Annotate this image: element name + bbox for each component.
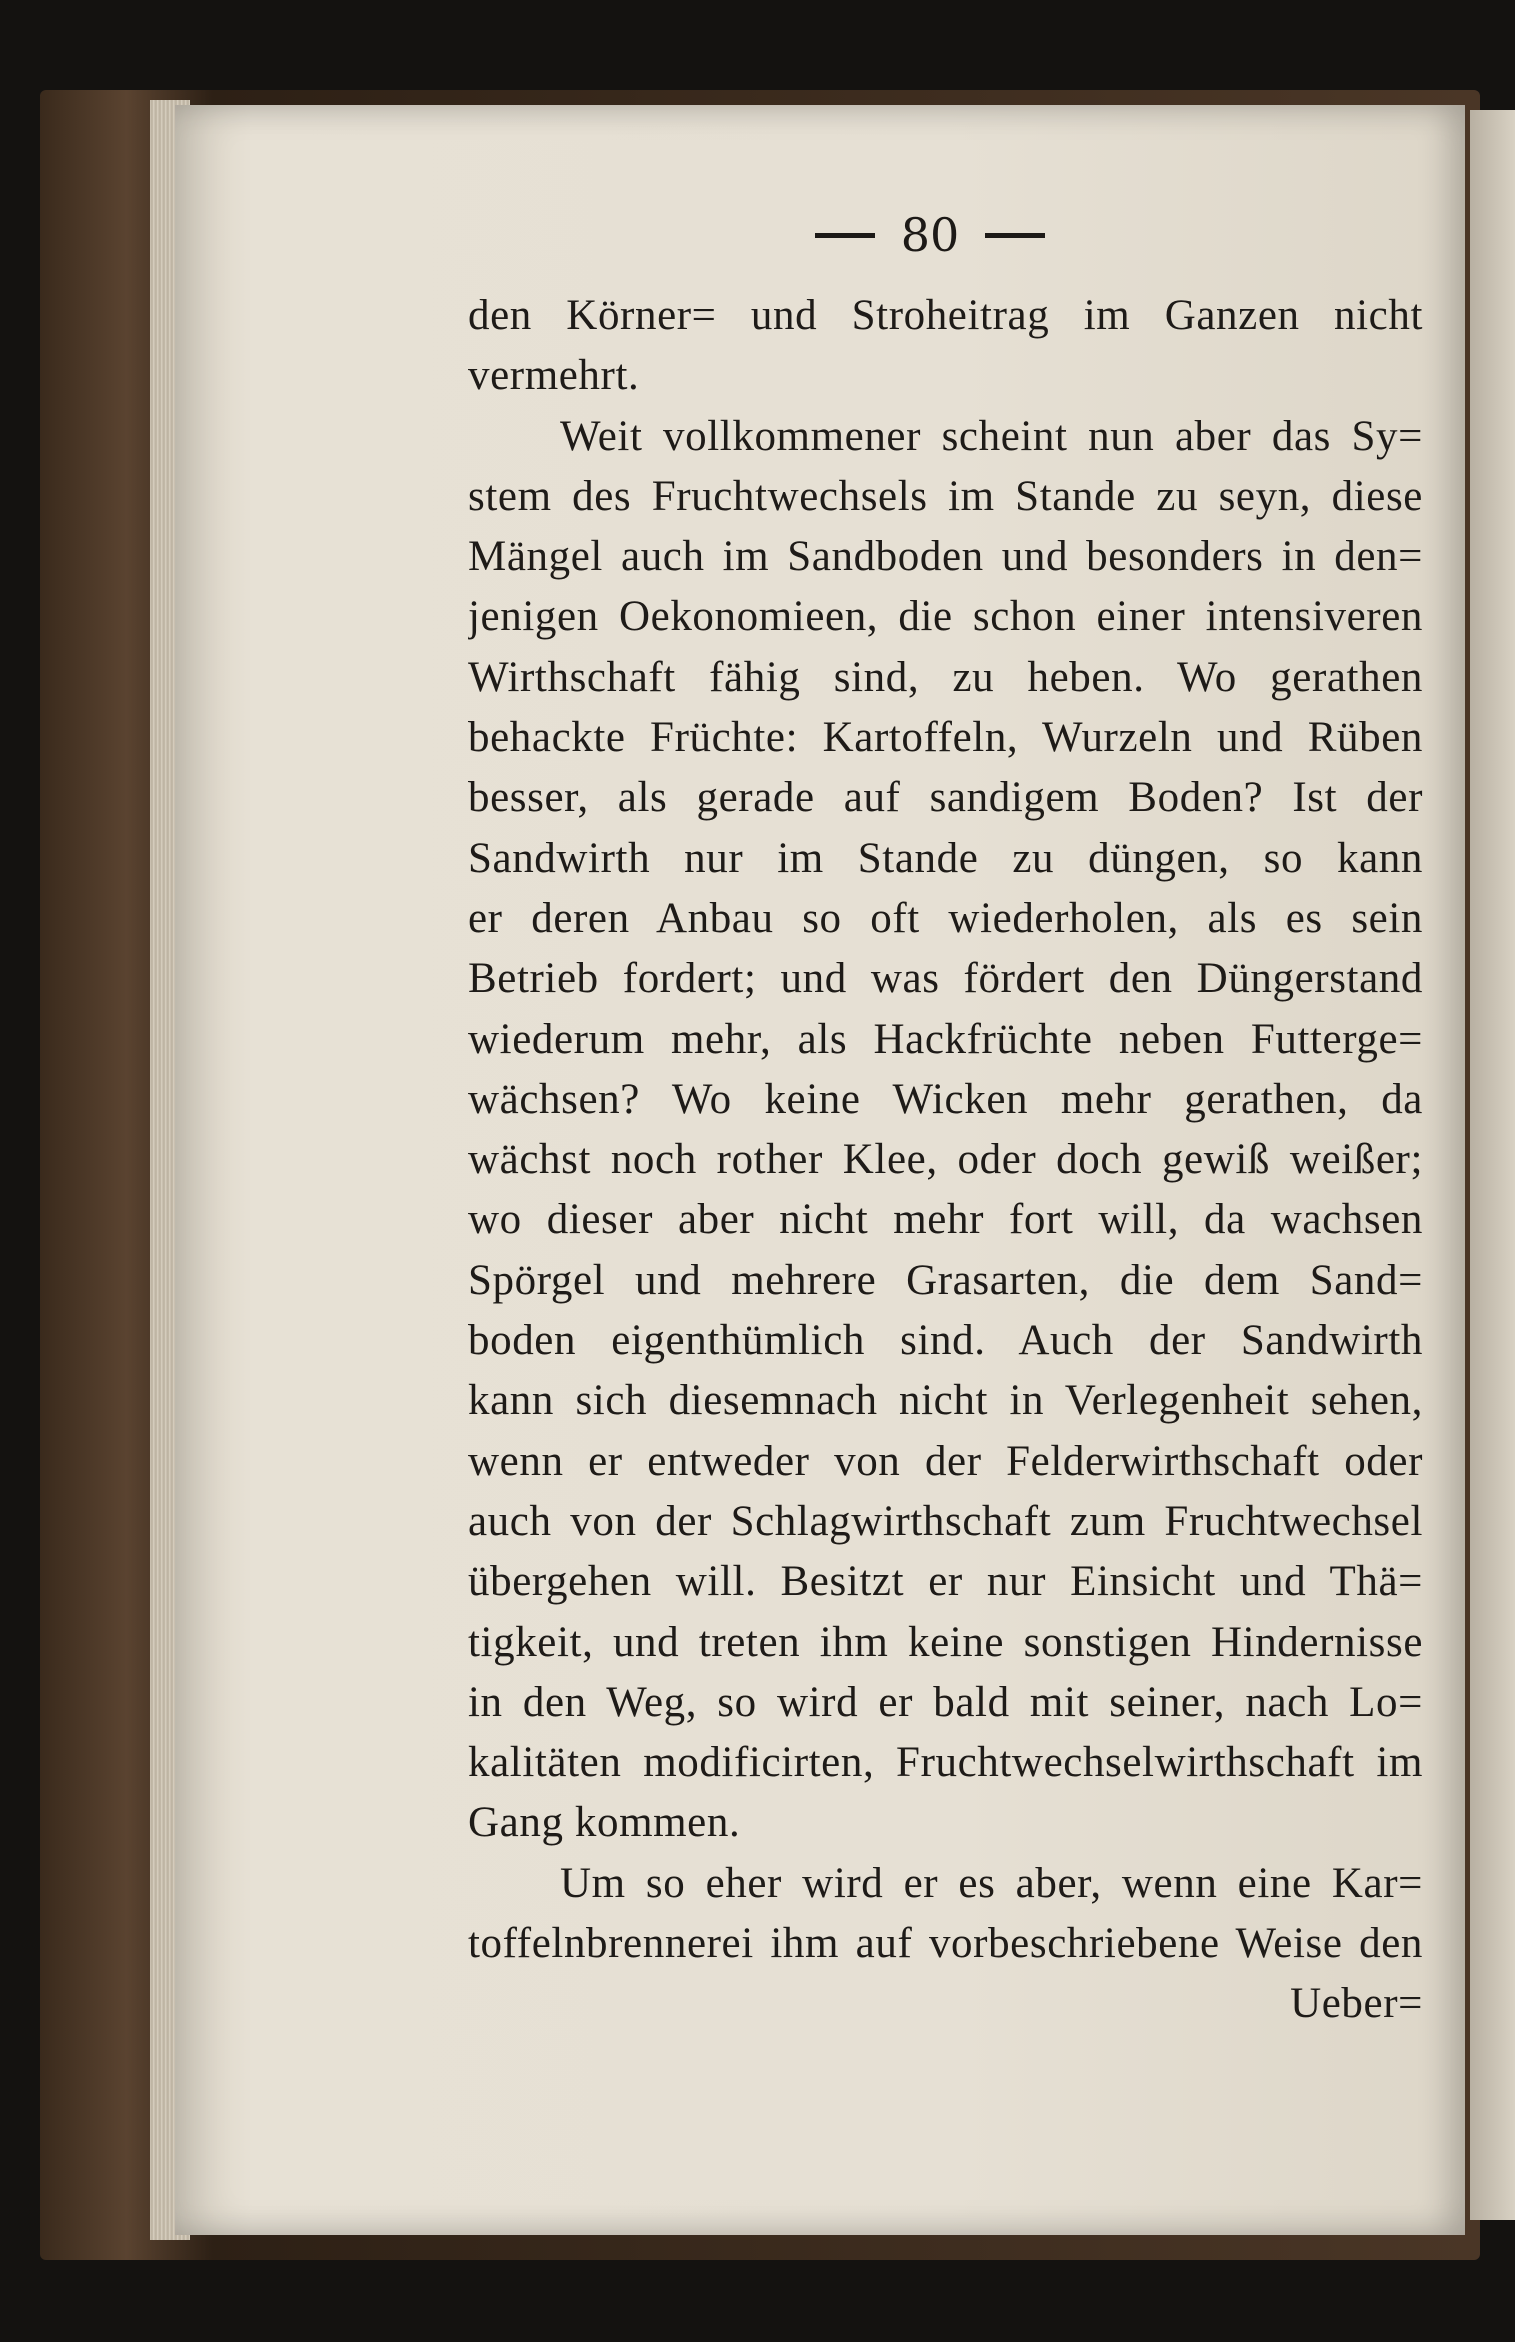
header-dash-left [815, 233, 875, 238]
text-line: wächsen? Wo keine Wicken mehr gerathen, da [468, 1075, 1423, 1123]
text-line: besser, als gerade auf sandigem Boden? Ist der [468, 774, 1423, 822]
text-line: in den Weg, so wird er bald mit seiner, nach Lo= [468, 1678, 1423, 1726]
text-line: wiederum mehr, als Hackfrüchte neben Futterge= [468, 1015, 1423, 1063]
body-text [468, 286, 1423, 2035]
text-line: Sandwirth nur im Stande zu düngen, so kann [468, 834, 1423, 882]
text-line: behackte Früchte: Kartoffeln, Wurzeln und Rüben [468, 714, 1423, 762]
page-number: 80 [900, 208, 960, 262]
page-header [780, 205, 1080, 265]
text-line: Wirthschaft fähig sind, zu heben. Wo gerathen [468, 653, 1423, 701]
text-line: Spörgel und mehrere Grasarten, die dem Sand= [468, 1256, 1423, 1304]
text-line: kalitäten modificirten, Fruchtwechselwirthschaft im [468, 1739, 1423, 1787]
text-line: er deren Anbau so oft wiederholen, als es sein [468, 894, 1423, 942]
text-line: übergehen will. Besitzt er nur Einsicht und Thä= [468, 1558, 1423, 1606]
text-line: Betrieb fordert; und was fördert den Düngerstand [468, 955, 1423, 1003]
text-line: den Körner= und Stroheitrag im Ganzen nicht [468, 292, 1423, 339]
text-line: wo dieser aber nicht mehr fort will, da wachsen [468, 1196, 1423, 1244]
text-line: jenigen Oekonomieen, die schon einer intensiveren [468, 593, 1423, 641]
text-line: Mängel auch im Sandboden und besonders in den= [468, 533, 1423, 581]
text-line: wenn er entweder von der Felderwirthschaft oder [468, 1437, 1423, 1485]
text-line: wächst noch rother Klee, oder doch gewiß weißer; [468, 1136, 1423, 1184]
text-line: tigkeit, und treten ihm keine sonstigen Hindernisse [468, 1618, 1423, 1666]
text-line: toffelnbrennerei ihm auf vorbeschriebene Weise den [468, 1920, 1423, 1968]
text-line: kann sich diesemnach nicht in Verlegenheit sehen, [468, 1377, 1423, 1425]
text-line: boden eigenthümlich sind. Auch der Sandwirth [468, 1317, 1423, 1365]
text-line: Weit vollkommener scheint nun aber das Sy= [560, 412, 1423, 460]
text-line: auch von der Schlagwirthschaft zum Fruchtwechsel [468, 1497, 1423, 1545]
header-dash-right [985, 233, 1045, 238]
text-line: Gang kommen. [468, 1799, 741, 1847]
text-line: Um so eher wird er es aber, wenn eine Kar= [560, 1859, 1423, 1907]
text-line: stem des Fruchtwechsels im Stande zu seyn, diese [468, 472, 1423, 520]
catchword: Ueber= [1290, 1980, 1423, 2028]
facing-page-edge [1470, 110, 1515, 2220]
text-line: vermehrt. [468, 352, 640, 400]
